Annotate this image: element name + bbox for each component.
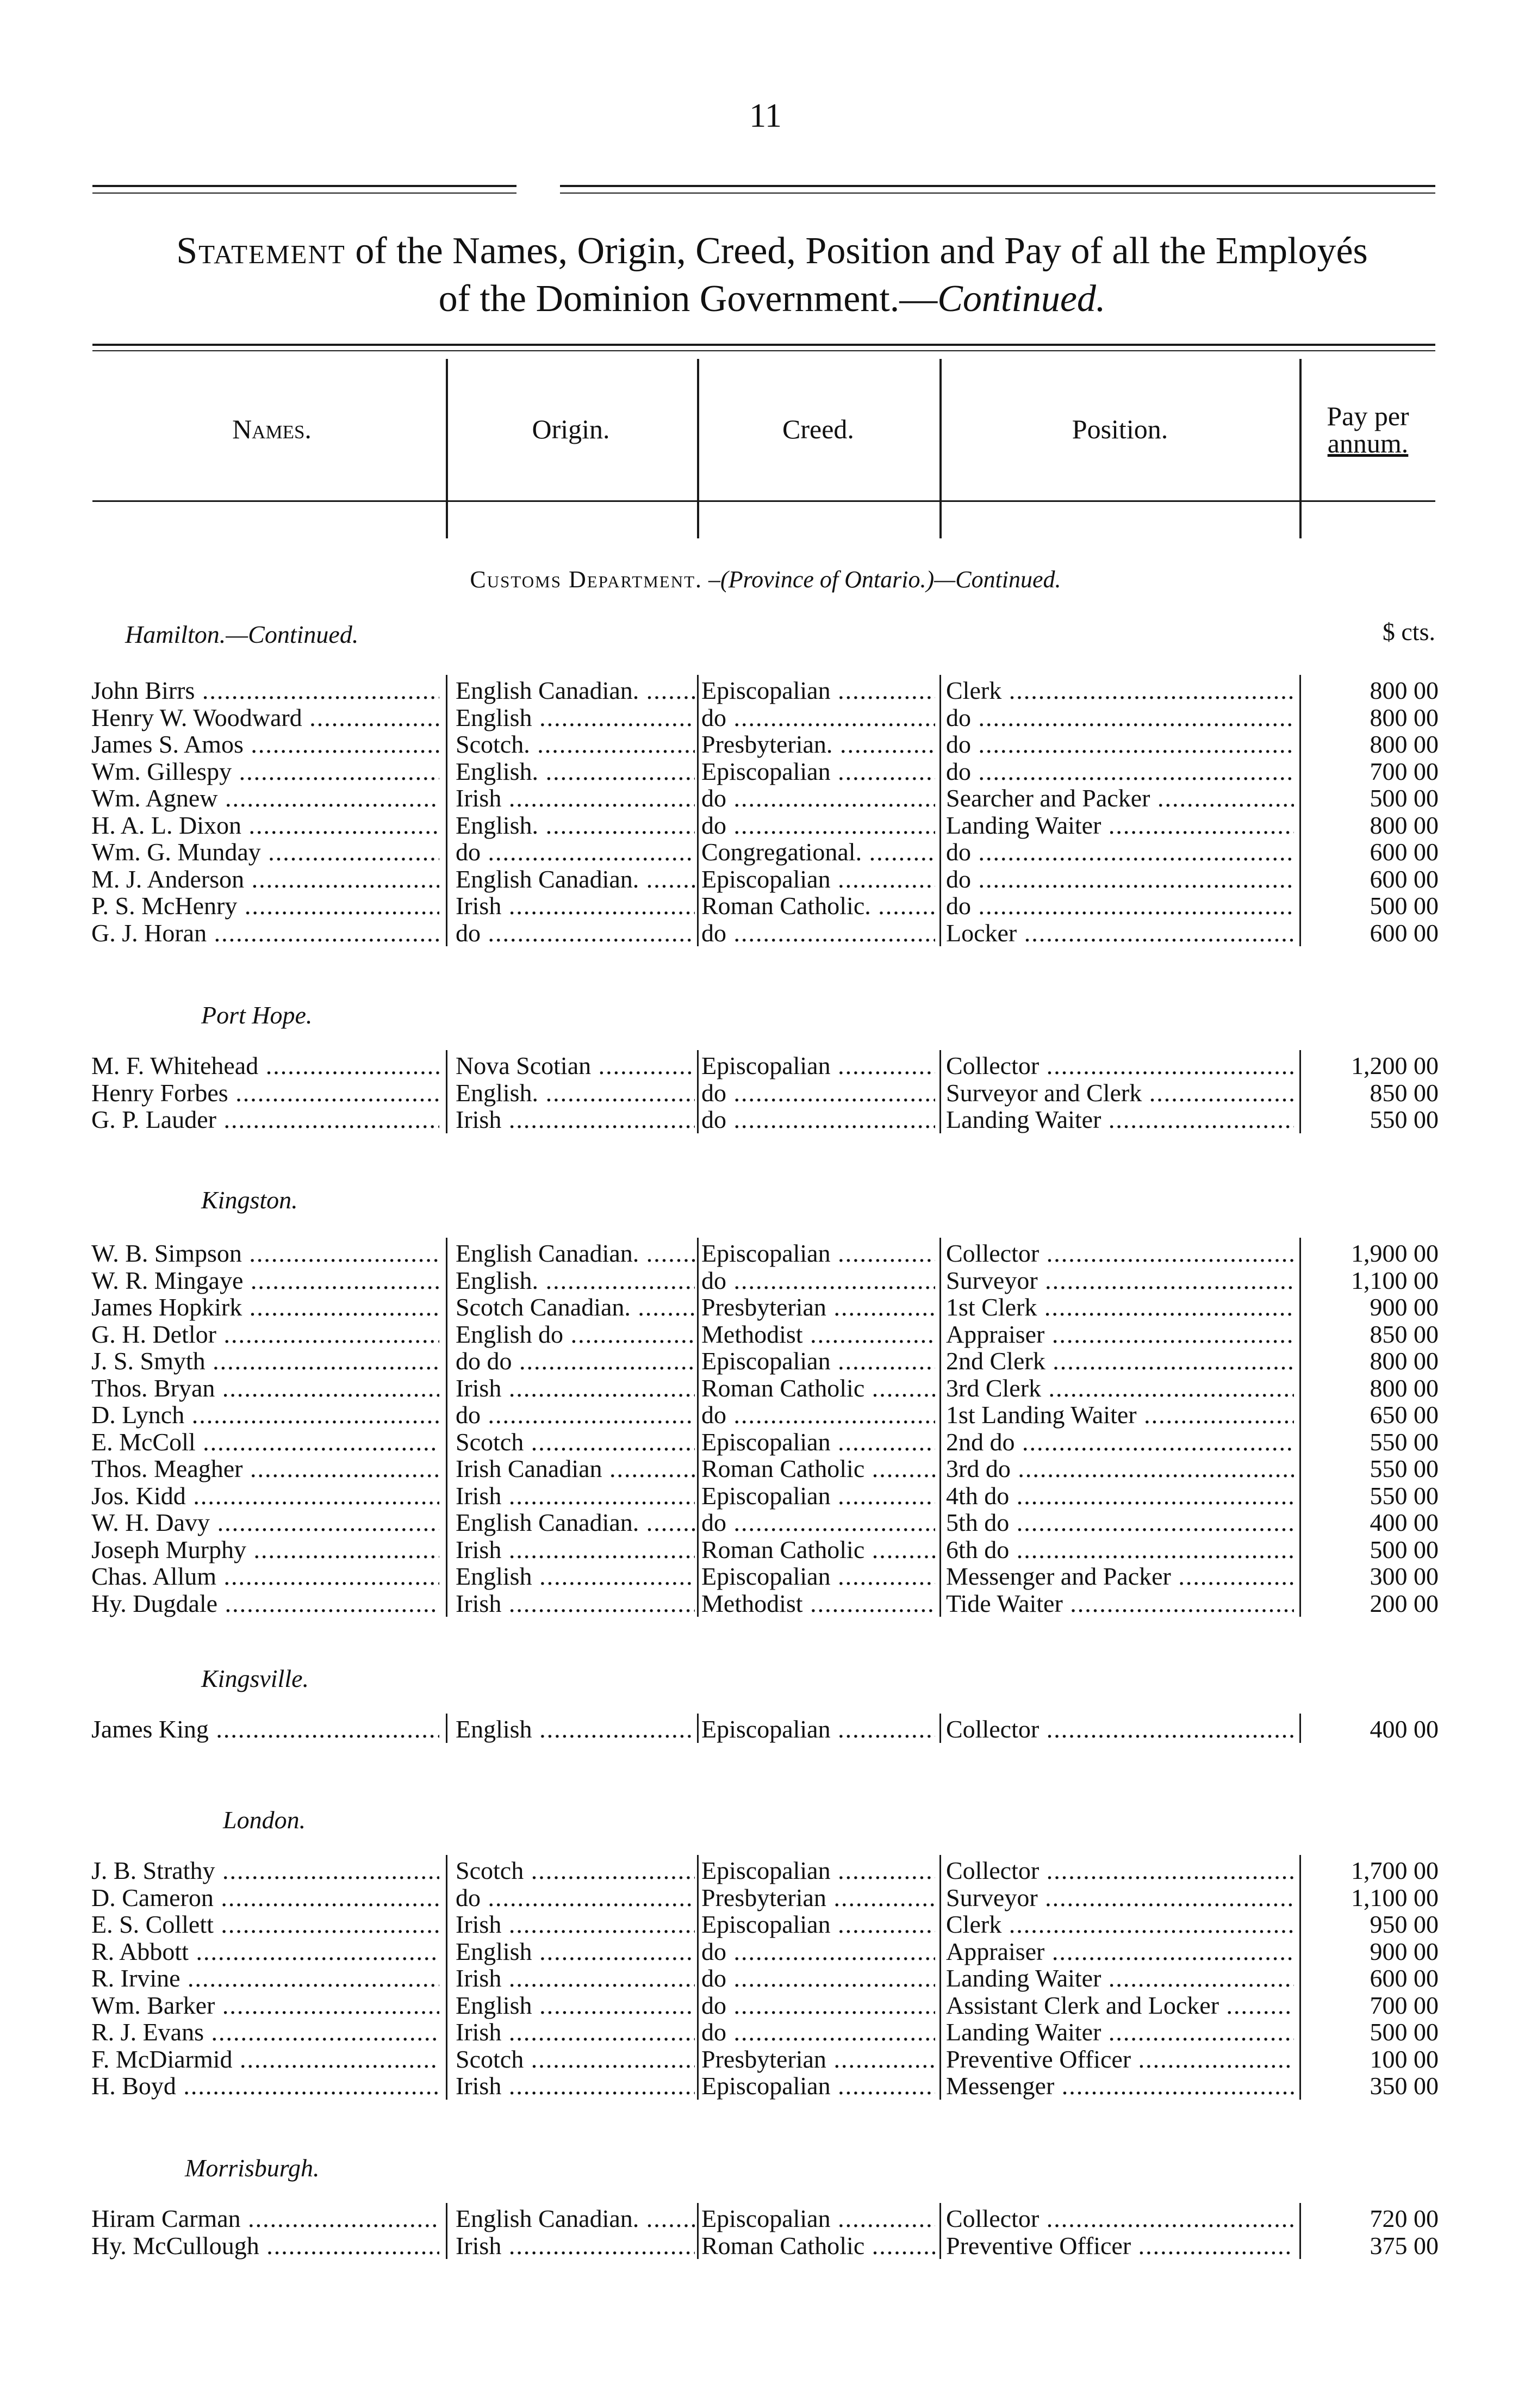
cell-origin: English ..... <box>456 1716 695 1743</box>
cell-creed: do ..... <box>701 1267 935 1294</box>
table-row <box>0 1429 1531 1456</box>
cell-name: G. H. Detlor ..... <box>91 1321 439 1348</box>
cell-name: Wm. G. Munday ..... <box>91 839 439 866</box>
cell-origin: Irish ..... <box>456 2019 695 2046</box>
cell-name: M. J. Anderson ..... <box>91 866 439 893</box>
cell-position: do ..... <box>946 731 1294 758</box>
cell-name: James Hopkirk ..... <box>91 1294 439 1321</box>
cell-position: 2nd do ..... <box>946 1429 1294 1456</box>
cell-position: Collector ..... <box>946 1052 1294 1079</box>
table-row <box>0 1938 1531 1965</box>
cell-origin: English Canadian. ..... <box>456 2205 695 2232</box>
top-rule-left-2 <box>92 193 516 194</box>
table-row <box>0 1240 1531 1267</box>
cell-pay: 900 00 <box>1370 1294 1439 1321</box>
cell-pay: 800 00 <box>1370 811 1439 839</box>
table-row <box>0 1106 1531 1133</box>
cell-name: John Birrs ..... <box>91 677 439 704</box>
cell-position: Messenger and Packer ..... <box>946 1563 1294 1590</box>
table-row <box>0 1857 1531 1884</box>
cell-name: Hiram Carman ..... <box>91 2205 439 2232</box>
top-rule-right-2 <box>560 193 1435 194</box>
cell-creed: Roman Catholic ..... <box>701 1455 935 1482</box>
column-header-pay <box>1303 402 1433 457</box>
cell-creed: do ..... <box>701 920 935 947</box>
cell-name: R. J. Evans ..... <box>91 2019 439 2046</box>
cell-creed: Presbyterian ..... <box>701 1294 935 1321</box>
cell-position: 2nd Clerk ..... <box>946 1348 1294 1375</box>
section-heading: Port Hope. <box>201 1001 313 1029</box>
cell-creed: do ..... <box>701 1965 935 1992</box>
cell-pay: 850 00 <box>1370 1320 1439 1348</box>
table-row <box>0 677 1531 704</box>
cell-creed: Episcopalian ..... <box>701 1563 935 1590</box>
cell-pay: 500 00 <box>1370 1536 1439 1563</box>
table-row <box>0 731 1531 758</box>
cell-creed: Episcopalian ..... <box>701 2072 935 2100</box>
cell-pay: 600 00 <box>1370 839 1439 866</box>
section-heading: London. <box>223 1806 306 1834</box>
table-row <box>0 920 1531 947</box>
cell-pay: 800 00 <box>1370 677 1439 704</box>
cell-origin: English ..... <box>456 1938 695 1965</box>
cell-pay: 720 00 <box>1370 2205 1439 2232</box>
cell-position: 5th do ..... <box>946 1509 1294 1536</box>
cell-name: G. P. Lauder ..... <box>91 1106 439 1133</box>
cell-creed: Presbyterian ..... <box>701 2046 935 2073</box>
cell-pay: 600 00 <box>1370 919 1439 947</box>
cell-position: Clerk ..... <box>946 1911 1294 1938</box>
cell-origin: Irish ..... <box>456 1375 695 1402</box>
section-heading: Kingsville. <box>201 1665 309 1692</box>
cell-creed: do ..... <box>701 2019 935 2046</box>
cell-creed: Methodist ..... <box>701 1590 935 1617</box>
table-row <box>0 2072 1531 2100</box>
cell-name: W. B. Simpson ..... <box>91 1240 439 1267</box>
cell-position: do ..... <box>946 892 1294 920</box>
table-row <box>0 1294 1531 1321</box>
cell-creed: Presbyterian ..... <box>701 1884 935 1911</box>
cell-origin: English ..... <box>456 1992 695 2019</box>
column-header-pay-line1: Pay per <box>1327 401 1409 431</box>
cell-position: Collector ..... <box>946 2205 1294 2232</box>
cell-pay: 900 00 <box>1370 1938 1439 1965</box>
table-row <box>0 812 1531 839</box>
cell-name: Henry W. Woodward ..... <box>91 704 439 731</box>
cell-position: Clerk ..... <box>946 677 1294 704</box>
department-name: Customs Department. <box>470 566 703 593</box>
column-header-position: Position. <box>1072 414 1168 444</box>
cell-creed: Presbyterian. ..... <box>701 731 935 758</box>
cell-pay: 600 00 <box>1370 865 1439 893</box>
cell-pay: 375 00 <box>1370 2232 1439 2260</box>
cell-origin: English ..... <box>456 1563 695 1590</box>
cell-creed: do ..... <box>701 1401 935 1429</box>
cell-creed: do ..... <box>701 1992 935 2019</box>
cell-pay: 550 00 <box>1370 1106 1439 1133</box>
cell-name: H. A. L. Dixon ..... <box>91 812 439 839</box>
cell-origin: Irish ..... <box>456 2072 695 2100</box>
cell-origin: do ..... <box>456 1884 695 1911</box>
cell-position: do ..... <box>946 866 1294 893</box>
cell-creed: Episcopalian ..... <box>701 677 935 704</box>
cell-name: Thos. Meagher ..... <box>91 1455 439 1482</box>
section-heading: Hamilton.—Continued. <box>125 620 359 648</box>
table-row <box>0 2019 1531 2046</box>
cell-position: Landing Waiter ..... <box>946 1106 1294 1133</box>
table-row <box>0 1455 1531 1482</box>
table-row <box>0 758 1531 785</box>
table-row <box>0 1079 1531 1107</box>
table-row <box>0 1509 1531 1536</box>
cell-position: 1st Clerk ..... <box>946 1294 1294 1321</box>
table-row <box>0 2205 1531 2232</box>
title-body: of the Names, Origin, Creed, Position and Pay of all the Employés <box>345 230 1368 272</box>
cell-creed: do ..... <box>701 1938 935 1965</box>
department-continued: Continued. <box>955 566 1061 593</box>
cell-name: F. McDiarmid ..... <box>91 2046 439 2073</box>
cell-origin: Irish ..... <box>456 1482 695 1510</box>
cell-name: E. S. Collett ..... <box>91 1911 439 1938</box>
cell-position: Preventive Officer ..... <box>946 2046 1294 2073</box>
cell-name: G. J. Horan ..... <box>91 920 439 947</box>
cell-pay: 1,900 00 <box>1351 1240 1439 1267</box>
cell-origin: Irish ..... <box>456 1911 695 1938</box>
cell-pay: 850 00 <box>1370 1079 1439 1107</box>
cell-creed: Episcopalian ..... <box>701 1052 935 1079</box>
cell-creed: do ..... <box>701 1106 935 1133</box>
cell-position: Preventive Officer ..... <box>946 2232 1294 2260</box>
table-row <box>0 1401 1531 1429</box>
cell-pay: 400 00 <box>1370 1716 1439 1743</box>
statement-title <box>82 227 1462 323</box>
cell-origin: English Canadian. ..... <box>456 866 695 893</box>
cell-pay: 800 00 <box>1370 704 1439 731</box>
cell-name: P. S. McHenry ..... <box>91 892 439 920</box>
cell-position: Messenger ..... <box>946 2072 1294 2100</box>
cell-origin: English. ..... <box>456 812 695 839</box>
cell-pay: 500 00 <box>1370 785 1439 812</box>
cell-position: Tide Waiter ..... <box>946 1590 1294 1617</box>
cell-pay: 800 00 <box>1370 1374 1439 1402</box>
cell-pay: 650 00 <box>1370 1401 1439 1429</box>
title-line2: of the Dominion Government.— <box>438 278 938 320</box>
cell-pay: 700 00 <box>1370 758 1439 785</box>
cell-position: Surveyor ..... <box>946 1267 1294 1294</box>
cell-name: R. Irvine ..... <box>91 1965 439 1992</box>
cell-position: Locker ..... <box>946 920 1294 947</box>
column-header-origin: Origin. <box>532 414 610 444</box>
cell-position: Collector ..... <box>946 1716 1294 1743</box>
header-rule-top-2 <box>92 350 1435 351</box>
title-lead: Statement <box>176 230 346 272</box>
table-row <box>0 1348 1531 1375</box>
cell-origin: English. ..... <box>456 1079 695 1107</box>
table-row <box>0 1992 1531 2019</box>
cell-name: H. Boyd ..... <box>91 2072 439 2100</box>
page-number: 11 <box>749 97 782 134</box>
cell-pay: 950 00 <box>1370 1911 1439 1938</box>
cell-creed: Methodist ..... <box>701 1321 935 1348</box>
cell-origin: Scotch. ..... <box>456 731 695 758</box>
cell-origin: English. ..... <box>456 1267 695 1294</box>
cell-position: do ..... <box>946 704 1294 731</box>
cell-origin: do ..... <box>456 920 695 947</box>
cell-creed: Episcopalian ..... <box>701 866 935 893</box>
cell-pay: 300 00 <box>1370 1563 1439 1590</box>
cell-origin: English do ..... <box>456 1321 695 1348</box>
cell-name: Thos. Bryan ..... <box>91 1375 439 1402</box>
cell-pay: 500 00 <box>1370 892 1439 920</box>
column-header-names: Names. <box>232 414 312 444</box>
cell-origin: English Canadian. ..... <box>456 677 695 704</box>
cell-position: Landing Waiter ..... <box>946 2019 1294 2046</box>
cell-position: Landing Waiter ..... <box>946 812 1294 839</box>
table-row <box>0 1482 1531 1510</box>
cell-position: Surveyor ..... <box>946 1884 1294 1911</box>
cell-pay: 600 00 <box>1370 1965 1439 1992</box>
currency-label: $ cts. <box>1382 618 1435 646</box>
top-rule-right <box>560 185 1435 187</box>
cell-origin: English ..... <box>456 704 695 731</box>
cell-name: D. Cameron ..... <box>91 1884 439 1911</box>
cell-pay: 100 00 <box>1370 2045 1439 2073</box>
cell-creed: Episcopalian ..... <box>701 1857 935 1884</box>
cell-position: do ..... <box>946 839 1294 866</box>
cell-creed: Episcopalian ..... <box>701 2205 935 2232</box>
table-row <box>0 892 1531 920</box>
cell-origin: Irish ..... <box>456 785 695 812</box>
column-header-creed: Creed. <box>782 414 854 444</box>
cell-creed: Roman Catholic ..... <box>701 2232 935 2260</box>
cell-origin: Irish ..... <box>456 1590 695 1617</box>
cell-origin: Irish Canadian ..... <box>456 1455 695 1482</box>
cell-creed: Episcopalian ..... <box>701 1348 935 1375</box>
cell-name: Wm. Gillespy ..... <box>91 758 439 785</box>
column-header-pay-line2: annum. <box>1327 428 1409 458</box>
table-row <box>0 1884 1531 1911</box>
cell-creed: Episcopalian ..... <box>701 1716 935 1743</box>
top-rule-left <box>92 185 516 187</box>
cell-position: Searcher and Packer ..... <box>946 785 1294 812</box>
cell-pay: 550 00 <box>1370 1482 1439 1510</box>
cell-name: Wm. Agnew ..... <box>91 785 439 812</box>
table-row <box>0 1536 1531 1563</box>
cell-pay: 350 00 <box>1370 2072 1439 2100</box>
cell-name: J. S. Smyth ..... <box>91 1348 439 1375</box>
cell-position: Appraiser ..... <box>946 1321 1294 1348</box>
cell-name: Hy. McCullough ..... <box>91 2232 439 2260</box>
cell-origin: Irish ..... <box>456 1965 695 1992</box>
header-rule-top <box>92 344 1435 346</box>
header-rule-bottom <box>92 500 1435 502</box>
section-heading: Morrisburgh. <box>185 2154 320 2182</box>
cell-position: Appraiser ..... <box>946 1938 1294 1965</box>
cell-name: J. B. Strathy ..... <box>91 1857 439 1884</box>
table-row <box>0 1590 1531 1617</box>
cell-position: Surveyor and Clerk ..... <box>946 1079 1294 1107</box>
cell-origin: do ..... <box>456 1401 695 1429</box>
cell-origin: Scotch ..... <box>456 1857 695 1884</box>
cell-creed: Episcopalian ..... <box>701 1429 935 1456</box>
table-row <box>0 1911 1531 1938</box>
cell-creed: Roman Catholic ..... <box>701 1536 935 1563</box>
cell-creed: Episcopalian ..... <box>701 1482 935 1510</box>
cell-origin: Irish ..... <box>456 1536 695 1563</box>
cell-creed: do ..... <box>701 1509 935 1536</box>
cell-position: 3rd do ..... <box>946 1455 1294 1482</box>
cell-creed: do ..... <box>701 704 935 731</box>
cell-position: Assistant Clerk and Locker ..... <box>946 1992 1294 2019</box>
cell-creed: Episcopalian ..... <box>701 1911 935 1938</box>
table-row <box>0 1267 1531 1294</box>
cell-pay: 800 00 <box>1370 1348 1439 1375</box>
cell-pay: 500 00 <box>1370 2019 1439 2046</box>
cell-position: Collector ..... <box>946 1857 1294 1884</box>
cell-origin: do ..... <box>456 839 695 866</box>
cell-pay: 1,700 00 <box>1351 1857 1439 1884</box>
table-row <box>0 2232 1531 2260</box>
cell-name: R. Abbott ..... <box>91 1938 439 1965</box>
cell-name: James S. Amos ..... <box>91 731 439 758</box>
col-divider-2 <box>697 359 699 538</box>
cell-name: W. H. Davy ..... <box>91 1509 439 1536</box>
table-row <box>0 1321 1531 1348</box>
col-divider-1 <box>446 359 448 538</box>
cell-pay: 200 00 <box>1370 1590 1439 1617</box>
cell-pay: 550 00 <box>1370 1428 1439 1456</box>
cell-name: D. Lynch ..... <box>91 1401 439 1429</box>
section-heading: Kingston. <box>201 1186 298 1214</box>
table-row <box>0 1716 1531 1743</box>
cell-name: W. R. Mingaye ..... <box>91 1267 439 1294</box>
cell-name: Jos. Kidd ..... <box>91 1482 439 1510</box>
cell-pay: 800 00 <box>1370 731 1439 758</box>
cell-position: Landing Waiter ..... <box>946 1965 1294 1992</box>
cell-origin: do do ..... <box>456 1348 695 1375</box>
cell-origin: Scotch ..... <box>456 1429 695 1456</box>
cell-origin: Scotch ..... <box>456 2046 695 2073</box>
cell-origin: English Canadian. ..... <box>456 1509 695 1536</box>
cell-name: Hy. Dugdale ..... <box>91 1590 439 1617</box>
cell-position: 3rd Clerk ..... <box>946 1375 1294 1402</box>
cell-name: Wm. Barker ..... <box>91 1992 439 2019</box>
table-row <box>0 1052 1531 1079</box>
cell-pay: 700 00 <box>1370 1991 1439 2019</box>
cell-position: 6th do ..... <box>946 1536 1294 1563</box>
table-row <box>0 866 1531 893</box>
table-row <box>0 1375 1531 1402</box>
cell-pay: 1,100 00 <box>1351 1267 1439 1294</box>
cell-pay: 1,200 00 <box>1351 1052 1439 1079</box>
col-divider-4 <box>1299 359 1302 538</box>
table-row <box>0 1563 1531 1590</box>
table-row <box>0 2046 1531 2073</box>
cell-pay: 550 00 <box>1370 1455 1439 1482</box>
table-row <box>0 1965 1531 1992</box>
title-continued: Continued. <box>937 278 1106 320</box>
table-row <box>0 839 1531 866</box>
cell-creed: Congregational. ..... <box>701 839 935 866</box>
cell-position: 1st Landing Waiter ..... <box>946 1401 1294 1429</box>
cell-name: James King ..... <box>91 1716 439 1743</box>
cell-creed: Episcopalian ..... <box>701 1240 935 1267</box>
cell-origin: Nova Scotian ..... <box>456 1052 695 1079</box>
table-row <box>0 785 1531 812</box>
cell-pay: 400 00 <box>1370 1509 1439 1536</box>
cell-pay: 1,100 00 <box>1351 1884 1439 1911</box>
cell-creed: do ..... <box>701 785 935 812</box>
cell-origin: Irish ..... <box>456 892 695 920</box>
cell-origin: English Canadian. ..... <box>456 1240 695 1267</box>
table-row <box>0 704 1531 731</box>
cell-position: do ..... <box>946 758 1294 785</box>
cell-creed: do ..... <box>701 812 935 839</box>
cell-position: Collector ..... <box>946 1240 1294 1267</box>
cell-origin: Irish ..... <box>456 2232 695 2260</box>
cell-name: Henry Forbes ..... <box>91 1079 439 1107</box>
cell-position: 4th do ..... <box>946 1482 1294 1510</box>
cell-creed: Roman Catholic. ..... <box>701 892 935 920</box>
col-divider-3 <box>939 359 942 538</box>
cell-creed: Episcopalian ..... <box>701 758 935 785</box>
department-province: –(Province of Ontario.)— <box>702 566 956 593</box>
cell-origin: Scotch Canadian. ..... <box>456 1294 695 1321</box>
cell-origin: English. ..... <box>456 758 695 785</box>
cell-name: E. McColl ..... <box>91 1429 439 1456</box>
cell-creed: do ..... <box>701 1079 935 1107</box>
cell-name: M. F. Whitehead ..... <box>91 1052 439 1079</box>
cell-origin: Irish ..... <box>456 1106 695 1133</box>
cell-name: Joseph Murphy ..... <box>91 1536 439 1563</box>
cell-creed: Roman Catholic ..... <box>701 1375 935 1402</box>
department-heading <box>0 566 1531 593</box>
cell-name: Chas. Allum ..... <box>91 1563 439 1590</box>
